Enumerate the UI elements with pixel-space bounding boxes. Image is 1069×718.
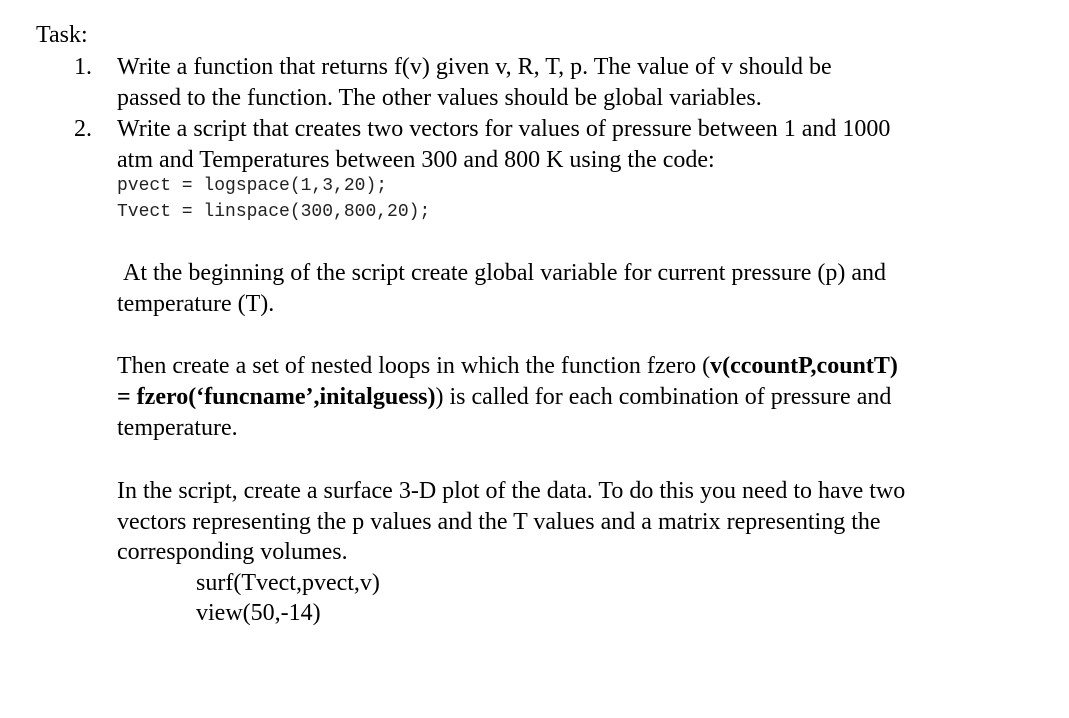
loops-line-2-text: ) is called for each combination of pressure and bbox=[435, 384, 892, 410]
loops-line-2-bold: = fzero(‘funcname’,initalguess) bbox=[117, 384, 436, 410]
plot-code-view: view(50,-14) bbox=[196, 600, 321, 626]
item-2-number: 2. bbox=[74, 116, 92, 142]
loops-line-1 bbox=[117, 351, 898, 381]
task-heading: Task: bbox=[36, 22, 88, 48]
item-2-line-1: Write a script that creates two vectors for values of pressure between 1 and 1000 bbox=[117, 116, 891, 142]
plot-code-surf: surf(Tvect,pvect,v) bbox=[196, 570, 380, 596]
code-tvect: Tvect = linspace(300,800,20); bbox=[117, 202, 431, 222]
plot-line-2: vectors representing the p values and the T values and a matrix representing the bbox=[117, 509, 881, 535]
globals-line-2: temperature (T). bbox=[117, 291, 275, 317]
plot-line-1: In the script, create a surface 3-D plot of the data. To do this you need to have two bbox=[117, 478, 906, 504]
loops-line-1-bold: v(ccountP,countT) bbox=[710, 353, 898, 379]
item-1-line-1: Write a function that returns f(v) given v, R, T, p. The value of v should be bbox=[117, 54, 832, 80]
loops-line-3: temperature. bbox=[117, 415, 238, 441]
code-pvect: pvect = logspace(1,3,20); bbox=[117, 176, 388, 196]
item-1-number: 1. bbox=[74, 54, 92, 80]
globals-line-1: At the beginning of the script create global variable for current pressure (p) and bbox=[123, 260, 887, 286]
item-1-line-2: passed to the function. The other values should be global variables. bbox=[117, 85, 762, 111]
loops-line-1-text: Then create a set of nested loops in which the function fzero ( bbox=[117, 353, 711, 379]
loops-line-2 bbox=[117, 382, 891, 412]
item-2-line-2: atm and Temperatures between 300 and 800 K using the code: bbox=[117, 147, 715, 173]
plot-line-3: corresponding volumes. bbox=[117, 539, 348, 565]
